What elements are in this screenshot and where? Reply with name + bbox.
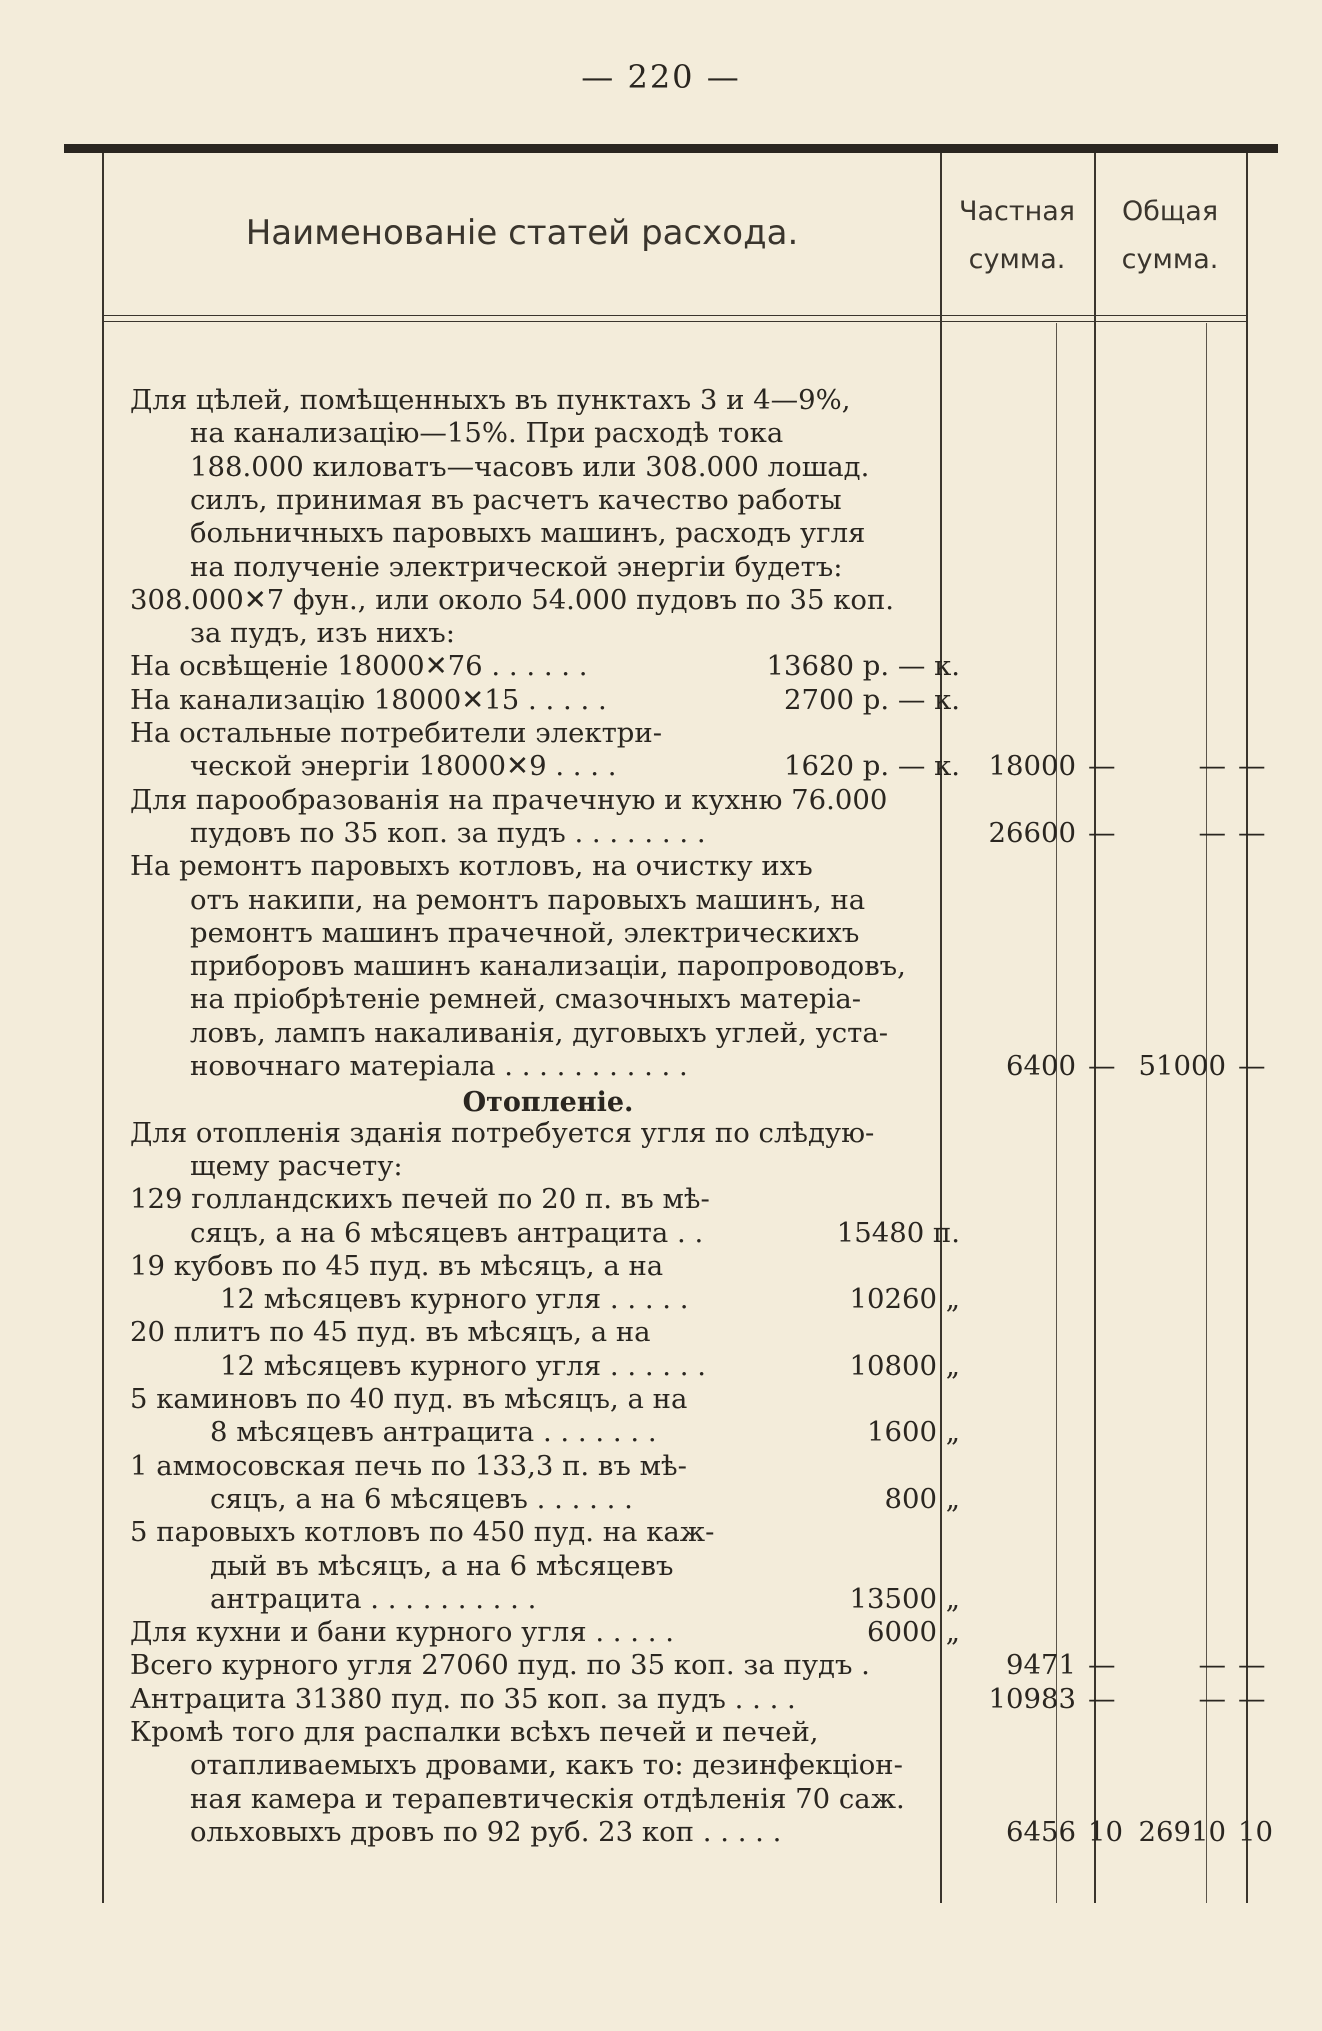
row-text: дый въ мѣсяцъ, а на 6 мѣсяцевъ <box>210 1549 674 1582</box>
table-row <box>130 1382 1272 1416</box>
top-rule <box>64 144 1278 153</box>
header-partial-l1: Частная <box>958 196 1076 227</box>
row-text: сяцъ, а на 6 мѣсяцевъ . . . . . . <box>210 1482 633 1515</box>
row-text: за пудъ, изъ нихъ: <box>190 617 456 650</box>
table-row <box>130 1149 1272 1183</box>
row-text: ремонтъ машинъ прачечной, электрическихъ <box>190 916 860 949</box>
table-row <box>130 1682 1272 1716</box>
table-row <box>130 1282 1272 1316</box>
row-text: Для отопленія зданія потребуется угля по слѣдую- <box>130 1116 875 1149</box>
table-row <box>130 1648 1272 1682</box>
row-text: 12 мѣсяцевъ курного угля . . . . . . <box>220 1349 707 1382</box>
row-text: Для парообразованія на прачечную и кухню 76.000 <box>130 783 888 816</box>
table-row <box>130 883 1272 917</box>
row-text: Всего курного угля 27060 пуд. по 35 коп. за пудъ . <box>130 1649 870 1682</box>
table-row <box>130 849 1272 883</box>
row-text: 20 плитъ по 45 пуд. въ мѣсяцъ, а на <box>130 1316 651 1349</box>
table-row <box>130 1482 1272 1516</box>
total-kopecks: — <box>1238 1649 1266 1682</box>
table-row <box>130 1116 1272 1150</box>
table-row <box>130 716 1272 750</box>
table-row <box>130 516 1272 550</box>
table-row <box>130 1049 1272 1083</box>
row-inline-sum: 10260 „ <box>849 1283 960 1316</box>
total-kopecks: — <box>1238 1050 1266 1082</box>
total-kopecks: 10 <box>1238 1815 1273 1848</box>
row-inline-sum: 1620 р. — к. <box>784 750 960 783</box>
row-text: на полученіе электрической энергіи будетъ: <box>190 550 843 583</box>
partial-kopecks: — <box>1088 1050 1116 1082</box>
row-text: ная камера и терапевтическія отдѣленія 70 саж. <box>190 1782 905 1815</box>
table-row <box>130 1582 1272 1616</box>
partial-rubles: 18000 <box>988 750 1076 783</box>
table-row <box>130 1715 1272 1749</box>
row-inline-sum: 15480 п. <box>836 1216 960 1249</box>
table-row <box>130 550 1272 584</box>
row-inline-sum: 13500 „ <box>849 1582 960 1615</box>
row-text: На канализацію 18000✕15 . . . . . <box>130 683 607 716</box>
total-rubles: — <box>1198 750 1226 783</box>
table-row <box>130 1249 1272 1283</box>
partial-kopecks: — <box>1088 750 1116 783</box>
row-text: щему расчету: <box>190 1149 403 1182</box>
row-text: отапливаемыхъ дровами, какъ то: дезинфекціон- <box>190 1749 903 1782</box>
table-row <box>130 450 1272 484</box>
table-row <box>130 1815 1272 1849</box>
row-text: 12 мѣсяцевъ курного угля . . . . . <box>220 1283 689 1316</box>
table-row <box>130 783 1272 817</box>
table-row <box>130 383 1272 417</box>
header-title: Наименованіе статей расхода. <box>245 213 799 253</box>
row-inline-sum: 13680 р. — к. <box>766 650 960 683</box>
header-total-l2: сумма. <box>1121 244 1219 275</box>
row-inline-sum: 2700 р. — к. <box>784 683 960 716</box>
header-total-l1: Общая <box>1121 196 1219 227</box>
row-text: Антрацита 31380 пуд. по 35 коп. за пудъ . . . . <box>130 1682 796 1715</box>
partial-rubles: 26600 <box>988 816 1076 849</box>
row-text: на канализацію—15%. При расходѣ тока <box>190 417 784 450</box>
table-row <box>130 816 1272 850</box>
row-text: 188.000 киловатъ—часовъ или 308.000 лошад. <box>190 450 870 483</box>
total-rubles: 51000 <box>1138 1050 1226 1082</box>
section-heading: Отопленіе. <box>462 1087 634 1119</box>
row-text: ловъ, лампъ накаливанія, дуговыхъ углей, уста- <box>190 1016 889 1049</box>
partial-kopecks: — <box>1088 1682 1116 1715</box>
total-kopecks: — <box>1238 750 1266 783</box>
row-text: 1 аммосовская печь по 133,3 п. въ мѣ- <box>130 1449 687 1482</box>
table-row <box>130 683 1272 717</box>
table-row <box>130 1216 1272 1250</box>
row-inline-sum: 800 „ <box>884 1482 960 1515</box>
row-text: На остальные потребители электри- <box>130 717 663 749</box>
table-row <box>130 483 1272 517</box>
row-text: На ремонтъ паровыхъ котловъ, на очистку ихъ <box>130 850 813 883</box>
row-text: больничныхъ паровыхъ машинъ, расходъ угля <box>190 517 866 550</box>
table-row <box>130 1449 1272 1483</box>
row-text: 19 кубовъ по 45 пуд. въ мѣсяцъ, а на <box>130 1249 664 1282</box>
row-inline-sum: 10800 „ <box>849 1349 960 1382</box>
page-number: — 220 — <box>581 58 741 96</box>
table-row <box>130 949 1272 983</box>
row-text: 129 голландскихъ печей по 20 п. въ мѣ- <box>130 1183 710 1216</box>
table-row <box>130 1615 1272 1649</box>
row-text: приборовъ машинъ канализаціи, паропроводовъ, <box>190 950 906 983</box>
row-text: На освѣщеніе 18000✕76 . . . . . . <box>130 650 588 683</box>
partial-rubles: 6400 <box>1006 1050 1076 1082</box>
row-text: пудовъ по 35 коп. за пудъ . . . . . . . . <box>190 816 706 849</box>
partial-rubles: 9471 <box>1006 1649 1076 1682</box>
table-row <box>130 1515 1272 1549</box>
header-rule <box>104 315 1246 316</box>
total-rubles: — <box>1198 1682 1226 1715</box>
row-text: Для цѣлей, помѣщенныхъ въ пунктахъ 3 и 4—9%, <box>130 384 851 416</box>
row-text: ческой энергіи 18000✕9 . . . . <box>190 750 617 783</box>
table-row <box>130 1748 1272 1782</box>
table-row <box>130 1415 1272 1449</box>
table-row <box>130 1182 1272 1216</box>
row-text: на пріобрѣтеніе ремней, смазочныхъ матеріа- <box>190 983 862 1016</box>
row-text: Для кухни и бани курного угля . . . . . <box>130 1616 674 1649</box>
row-text: 8 мѣсяцевъ антрацита . . . . . . . <box>210 1416 657 1449</box>
table-row <box>130 749 1272 783</box>
total-kopecks: — <box>1238 1682 1266 1715</box>
partial-kopecks: 10 <box>1088 1815 1123 1848</box>
partial-kopecks: — <box>1088 816 1116 849</box>
row-text: антрацита . . . . . . . . . . <box>210 1582 537 1615</box>
table-row <box>130 1349 1272 1383</box>
row-text: отъ накипи, на ремонтъ паровыхъ машинъ, на <box>190 883 866 916</box>
row-text: 5 каминовъ по 40 пуд. въ мѣсяцъ, а на <box>130 1383 688 1415</box>
total-rubles: — <box>1198 1649 1226 1682</box>
total-kopecks: — <box>1238 816 1266 849</box>
row-inline-sum: 6000 „ <box>867 1616 960 1649</box>
row-text: ольховыхъ дровъ по 92 руб. 23 коп . . . . . <box>190 1815 782 1848</box>
partial-kopecks: — <box>1088 1649 1116 1682</box>
table-row <box>130 1549 1272 1583</box>
row-text: силъ, принимая въ расчетъ качество работы <box>190 483 842 516</box>
row-text: Кромѣ того для распалки всѣхъ печей и печей, <box>130 1716 819 1748</box>
table-row <box>130 649 1272 683</box>
table-row <box>130 916 1272 950</box>
table-row <box>130 583 1272 617</box>
partial-rubles: 10983 <box>988 1682 1076 1715</box>
table-row <box>130 982 1272 1016</box>
row-text: 308.000✕7 фун., или около 54.000 пудовъ по 35 коп. <box>130 583 895 616</box>
header-partial-l2: сумма. <box>968 244 1066 275</box>
header-partial <box>940 188 1094 284</box>
partial-rubles: 6456 <box>1006 1815 1076 1848</box>
header-rule-2 <box>104 321 1246 322</box>
row-inline-sum: 1600 „ <box>867 1416 960 1449</box>
row-text: 5 паровыхъ котловъ по 450 пуд. на каж- <box>130 1516 715 1549</box>
table-row <box>130 1782 1272 1816</box>
total-rubles: 26910 <box>1138 1815 1226 1848</box>
table-row <box>130 416 1272 450</box>
table-row <box>130 1016 1272 1050</box>
header-total <box>1094 188 1246 284</box>
table-row <box>130 616 1272 650</box>
total-rubles: — <box>1198 816 1226 849</box>
table-row <box>130 1315 1272 1349</box>
row-text: новочнаго матеріала . . . . . . . . . . . <box>190 1050 688 1082</box>
row-text: сяцъ, а на 6 мѣсяцевъ антрацита . . <box>190 1216 704 1249</box>
